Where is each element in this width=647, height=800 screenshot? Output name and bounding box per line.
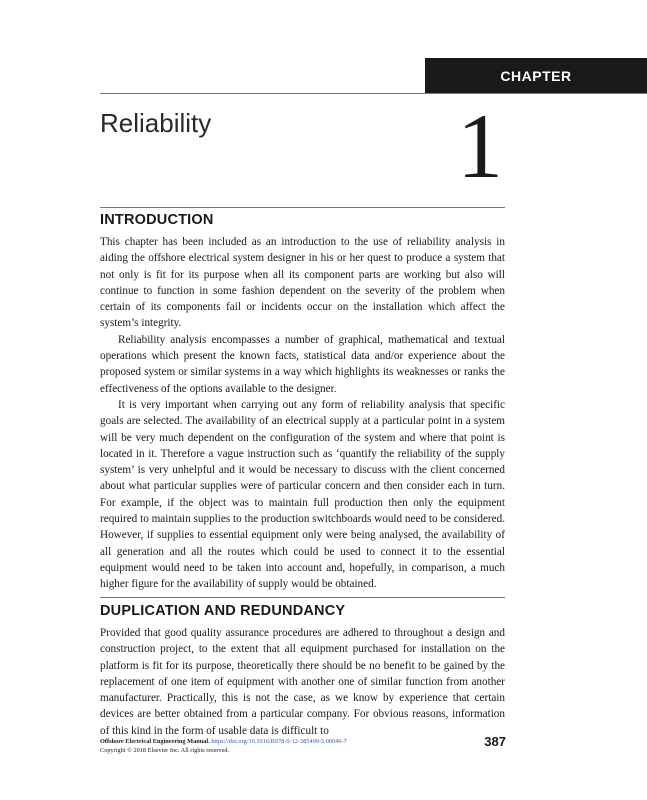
- chapter-title: Reliability: [100, 108, 212, 138]
- section-body: [100, 625, 505, 739]
- chapter-banner: [425, 58, 647, 93]
- copyright-notice: Copyright © 2018 Elsevier Inc. All rights reserved.: [100, 747, 230, 754]
- header-rule: [100, 93, 647, 94]
- section-body: [100, 234, 505, 593]
- page-footer: [100, 737, 347, 755]
- paragraph: Reliability analysis encompasses a number of graphical, mathematical and textual operations which present the known facts, statistical data and/or experience about the proposed system or similar systems in a way which highlights its weaknesses or ranks the effectiveness of the options available to the designer.: [100, 333, 505, 395]
- paragraph: Provided that good quality assurance procedures are adhered to throughout a design and construction project, to the extent that all equipment purchased for installation on the platform is fit for its purpose, theoretically there should be no benefit to be gained by the replacement of one item of equipment with another one of similar function from another manufacturer. Practically, this is not the case, as we know by experience that certain devices are better obtained from a particular company. For obvious reasons, information of this kind in the form of usable data is difficult to: [100, 627, 505, 737]
- section-rule: [100, 207, 505, 208]
- section-heading: INTRODUCTION: [100, 212, 214, 228]
- chapter-label: CHAPTER: [500, 67, 572, 84]
- citation-line: [100, 737, 347, 746]
- paragraph: This chapter has been included as an introduction to the use of reliability analysis in aiding the offshore electrical system designer in his or her quest to produce a system that not only is fit for its purpose when all its component parts are working but also will continue to function in some fashion dependent on the severity of the problem when certain of its components fail or incidents occur on the installation which affect the system’s integrity.: [100, 236, 505, 330]
- section-heading: DUPLICATION AND REDUNDANCY: [100, 603, 346, 619]
- book-title: Offshore Electrical Engineering Manual.: [100, 738, 210, 745]
- doi-link[interactable]: https://doi.org/10.1016/B978-0-12-385499-5.00046-7: [211, 738, 347, 745]
- page-number: 387: [484, 734, 506, 749]
- paragraph: It is very important when carrying out any form of reliability analysis that specific goals are selected. The availability of an electrical supply at a particular point in a system will be very much dependent on the configuration of the system and where that point is located in it. Therefore a vague instruction such as ‘quantify the reliability of the supply system’ is very unhelpful and it would be necessary to discuss with the client concerned about what particular supplies were of particular concern and then consider each in turn. For example, if the object was to maintain full production then only the equipment required to maintain supplies to the production switchboards would need to be considered. However, if supplies to essential equipment only were being analysed, the availability of all generation and all the routes which could be used to connect it to the essential equipment would need to be taken into account and, hopefully, in comparison, a much higher figure for the availability of supply would be obtained.: [100, 398, 505, 591]
- section-rule: [100, 597, 505, 598]
- chapter-number: 1: [457, 95, 503, 197]
